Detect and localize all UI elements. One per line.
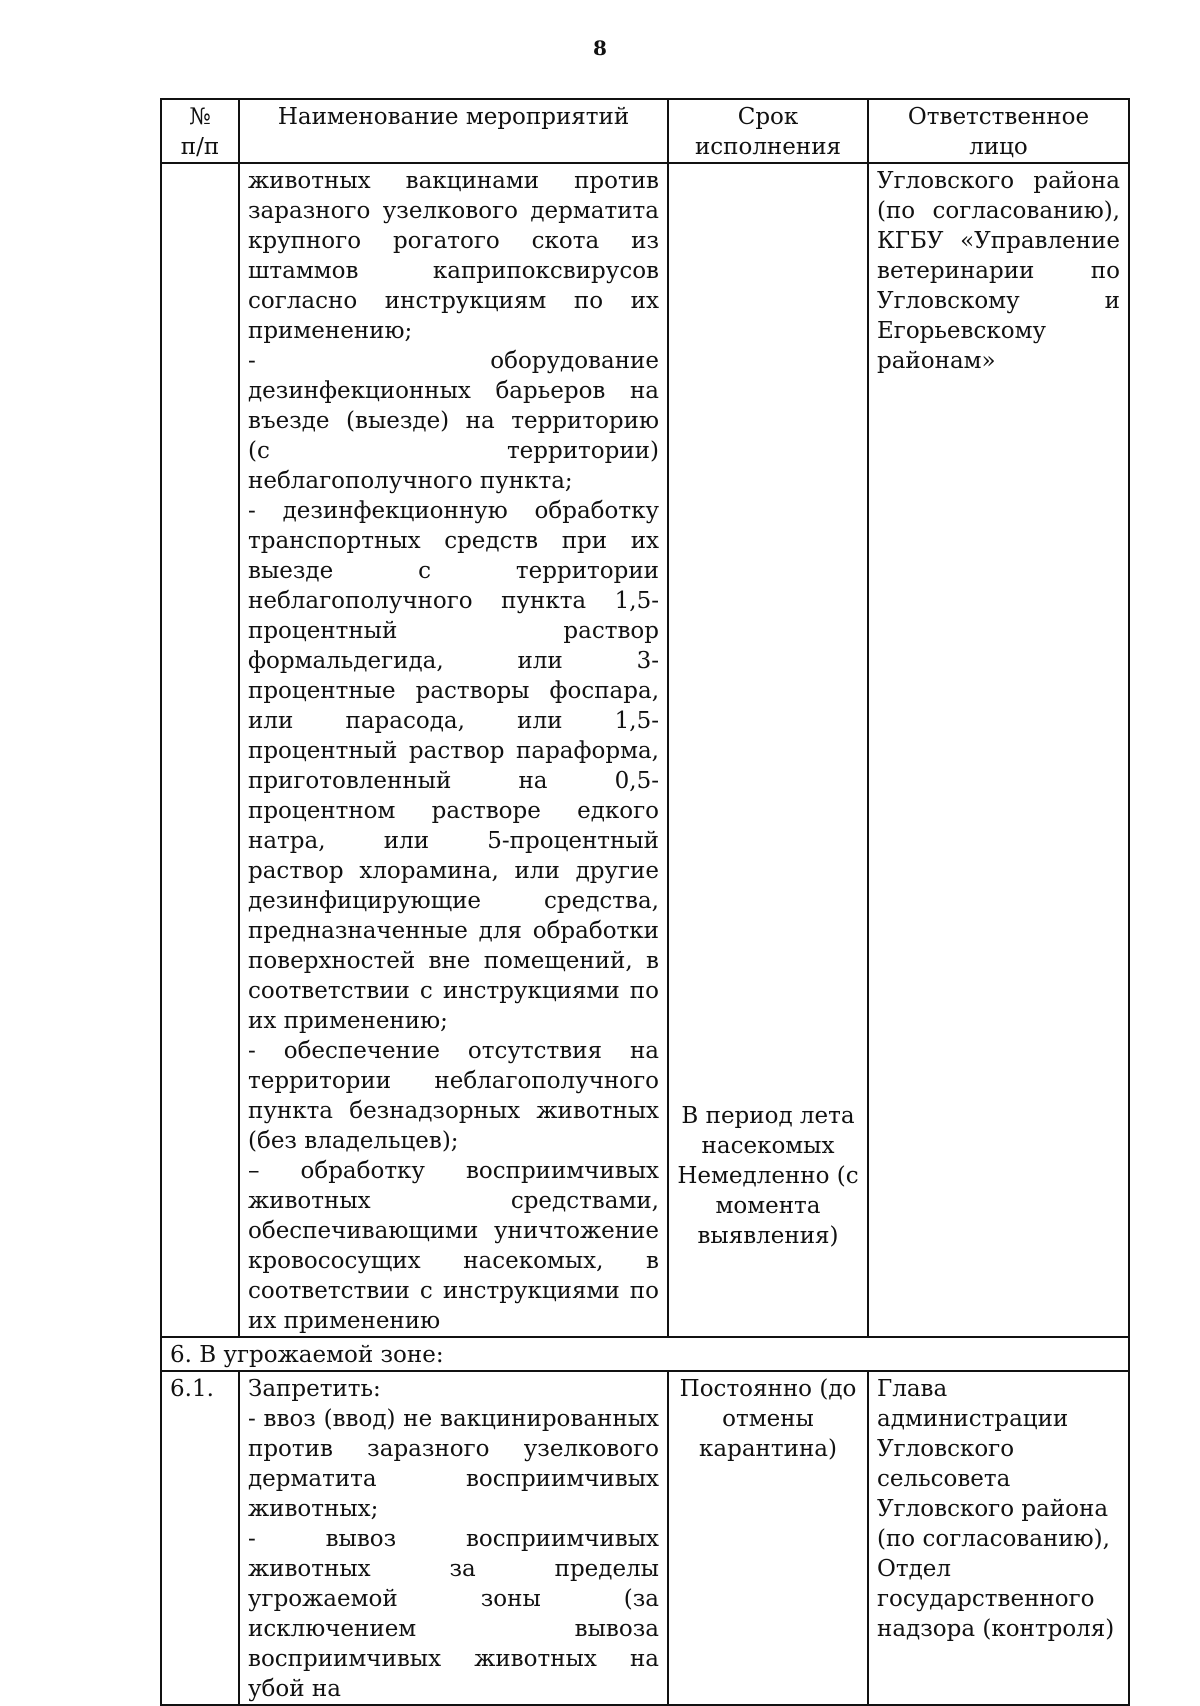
measures-table [160, 98, 1130, 1706]
header-name: Наименование мероприятий [239, 99, 668, 163]
row1-name: животных вакцинами против заразного узелкового дерматита крупного рогатого скота из штаммов каприпоксвирусов согласно инструкциям по их применению; - оборудование дезинфекционных барьеров на въезде (выезде) на территорию (с территории) неблагополучного пункта; - дезинфекционную обработку транспортных средств при их выезде с территории неблагополучного пункта 1,5-процентный раствор формальдегида, или 3-процентные растворы фоспара, или парасода, или 1,5-процентный раствор параформа, приготовленный на 0,5-процентном растворе едкого натра, или 5-процентный раствор хлорамина, или другие дезинфицирующие средства, предназначенные для обработки поверхностей вне помещений, в соответствии с инструкциями по их применению; - обеспечение отсутствия на территории неблагополучного пункта безнадзорных животных (без владельцев); – обработку восприимчивых животных средствами, обеспечивающими уничтожение кровососущих насекомых, в соответствии с инструкциями по их применению [239, 163, 668, 1337]
table-row [161, 163, 1129, 1337]
row61-num: 6.1. [161, 1371, 239, 1705]
header-num: № п/п [161, 99, 239, 163]
row61-term: Постоянно (до отмены карантина) [668, 1371, 868, 1705]
section-title: 6. В угрожаемой зоне: [161, 1337, 1129, 1371]
row1-responsible: Угловского района (по согласованию), КГБУ «Управление ветеринарии по Угловскому и Егорьевскому районам» [868, 163, 1129, 1337]
row1-num [161, 163, 239, 1337]
table-row [161, 1371, 1129, 1705]
row61-responsible: Глава администрации Угловского сельсовета Угловского района (по согласованию), Отдел государственного надзора (контроля) [868, 1371, 1129, 1705]
table-header-row [161, 99, 1129, 163]
row1-term [668, 163, 868, 1337]
row1-term-text: В период лета насекомых Немедленно (с момента выявления) [677, 1103, 859, 1249]
header-responsible: Ответственное лицо [868, 99, 1129, 163]
page-number: 8 [593, 36, 607, 60]
row61-name: Запретить: - ввоз (ввод) не вакцинированных против заразного узелкового дерматита восприимчивых животных; - вывоз восприимчивых животных за пределы угрожаемой зоны (за исключением вывоза восприимчивых животных на убой на [239, 1371, 668, 1705]
section-row [161, 1337, 1129, 1371]
header-term: Срок исполнения [668, 99, 868, 163]
